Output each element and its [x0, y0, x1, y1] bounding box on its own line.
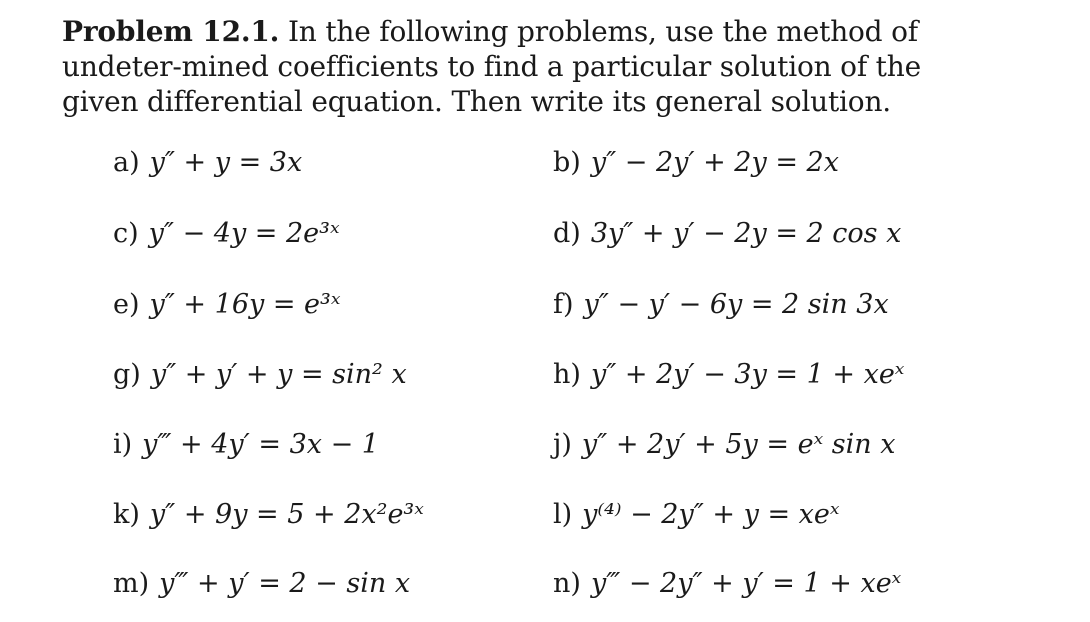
item-equation: y″ + 9y = 5 + 2x²e³ˣ	[149, 499, 424, 530]
item-part-label: h)	[553, 359, 581, 390]
problem-item-f	[553, 288, 889, 322]
item-part-label: b)	[553, 147, 581, 178]
item-part-label: k)	[113, 499, 140, 530]
problem-item-l	[553, 498, 839, 532]
problem-item-d	[553, 217, 901, 251]
problem-item-c	[113, 217, 340, 251]
item-part-label: g)	[113, 359, 141, 390]
item-equation: y″ − 2y′ + 2y = 2x	[590, 147, 839, 178]
item-part-label: e)	[113, 289, 140, 320]
item-part-label: l)	[553, 499, 573, 530]
problem-statement	[62, 14, 962, 119]
problem-label: Problem 12.1.	[62, 15, 280, 48]
item-equation: y″ − 4y = 2e³ˣ	[148, 218, 340, 249]
item-part-label: m)	[113, 568, 150, 599]
problem-item-g	[113, 358, 407, 392]
problem-item-j	[553, 428, 895, 462]
item-equation: y″ − y′ − 6y = 2 sin 3x	[583, 289, 889, 320]
item-equation: y‴ − 2y″ + y′ = 1 + xeˣ	[590, 568, 902, 599]
item-equation: y″ + 2y′ − 3y = 1 + xeˣ	[590, 359, 905, 390]
item-part-label: f)	[553, 289, 574, 320]
item-equation: 3y″ + y′ − 2y = 2 cos x	[590, 218, 902, 249]
problem-item-b	[553, 146, 839, 180]
item-part-label: n)	[553, 568, 581, 599]
problem-item-e	[113, 288, 340, 322]
item-part-label: a)	[113, 147, 140, 178]
item-part-label: i)	[113, 429, 133, 460]
problem-item-h	[553, 358, 904, 392]
item-equation: y″ + 16y = e³ˣ	[149, 289, 341, 320]
item-part-label: c)	[113, 218, 139, 249]
problem-item-i	[113, 428, 379, 462]
problem-item-a	[113, 146, 302, 180]
item-part-label: d)	[553, 218, 581, 249]
item-equation: y″ + 2y′ + 5y = eˣ sin x	[581, 429, 896, 460]
item-equation: y⁽⁴⁾ − 2y″ + y = xeˣ	[582, 499, 840, 530]
problem-item-k	[113, 498, 424, 532]
item-equation: y‴ + y′ = 2 − sin x	[159, 568, 411, 599]
item-equation: y″ + y′ + y = sin² x	[150, 359, 407, 390]
item-equation: y‴ + 4y′ = 3x − 1	[142, 429, 379, 460]
item-part-label: j)	[553, 429, 572, 460]
problem-item-m	[113, 567, 410, 601]
problem-item-n	[553, 567, 901, 601]
problem-text: In the following problems, use the method of undeter-mined coefficients to find a particular solution of the given differential equation. Then write its general solution.	[62, 15, 921, 118]
item-equation: y″ + y = 3x	[149, 147, 303, 178]
